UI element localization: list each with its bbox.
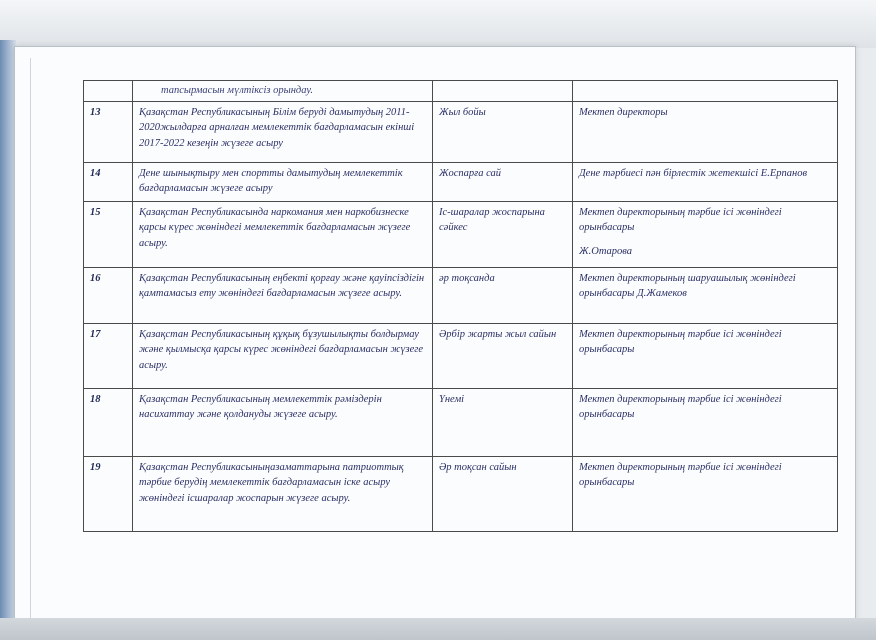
- responsible-cell: [573, 81, 838, 102]
- time-cell: Іс-шаралар жоспарына сәйкес: [433, 202, 573, 268]
- task-cell: тапсырмасын мүлтіксіз орындау.: [133, 81, 433, 102]
- time-cell: Әр тоқсан сайын: [433, 457, 573, 532]
- row-number: 14: [84, 163, 133, 202]
- time-cell: Жоспарға сай: [433, 163, 573, 202]
- row-number: 13: [84, 102, 133, 163]
- row-number: 16: [84, 268, 133, 324]
- row-number: 15: [84, 202, 133, 268]
- responsible-position: Мектеп директорының тәрбие ісі жөніндегі орынбасары: [579, 207, 782, 234]
- table-row: [84, 389, 838, 457]
- row-number: 17: [84, 324, 133, 389]
- table-row: [84, 163, 838, 202]
- time-cell: [433, 81, 573, 102]
- row-number: [84, 81, 133, 102]
- plan-table: [83, 80, 838, 532]
- scan-background-bottom: [0, 618, 876, 640]
- time-cell: Әрбір жарты жыл сайын: [433, 324, 573, 389]
- row-number: 19: [84, 457, 133, 532]
- time-cell: әр тоқсанда: [433, 268, 573, 324]
- scan-background-top: [0, 0, 876, 48]
- responsible-cell: Мектеп директорының тәрбие ісі жөніндегі орынбасары: [573, 457, 838, 532]
- responsible-cell: [573, 202, 838, 268]
- table-row: [84, 202, 838, 268]
- table-row: [84, 81, 838, 102]
- table-row: [84, 457, 838, 532]
- task-cell: Қазақстан Республикасында наркомания мен наркобизнеске қарсы күрес жөніндегі мемлекеттік бағдарламасын жүзеге асыру.: [133, 202, 433, 268]
- task-cell: Қазақстан Республикасының Білім беруді дамытудың 2011-2020жылдарға арналған мемлекеттік бағдарламасын екінші 2017-2022 кезеңін жүзеге асыру: [133, 102, 433, 163]
- task-cell: Қазақстан Республикасының мемлекеттік рәміздерін насихаттау және қолдануды жүзеге асыру.: [133, 389, 433, 457]
- responsible-cell: Мектеп директорының тәрбие ісі жөніндегі орынбасары: [573, 324, 838, 389]
- responsible-cell: Мектеп директорының шаруашылық жөніндегі орынбасары Д.Жамеков: [573, 268, 838, 324]
- responsible-cell: Мектеп директоры: [573, 102, 838, 163]
- responsible-cell: Мектеп директорының тәрбие ісі жөніндегі орынбасары: [573, 389, 838, 457]
- table-row: [84, 324, 838, 389]
- task-cell: Қазақстан Республикасының құқық бұзушылықты болдырмау және қылмысқа қарсы күрес жөніндегі бағдарламасын жүзеге асыру.: [133, 324, 433, 389]
- responsible-cell: Дене тәрбиесі пән бірлестік жетекшісі Е.Ерпанов: [573, 163, 838, 202]
- responsible-name: Ж.Отарова: [579, 245, 633, 257]
- time-cell: Үнемі: [433, 389, 573, 457]
- table-row: [84, 102, 838, 163]
- row-number: 18: [84, 389, 133, 457]
- task-cell: Қазақстан Республикасының еңбекті қорғау және қауіпсіздігін қамтамасыз ету жөніндегі бағдарламасын жүзеге асыру.: [133, 268, 433, 324]
- time-cell: Жыл бойы: [433, 102, 573, 163]
- task-cell: Дене шынықтыру мен спортты дамытудың мемлекеттік бағдарламасын жүзеге асыру: [133, 163, 433, 202]
- table-row: [84, 268, 838, 324]
- task-cell: Қазақстан Республикасыныңазаматтарына патриоттық тәрбие берудің мемлекеттік бағдарламасын іске асыру жөніндегі ісшаралар жоспарын жүзеге асыру.: [133, 457, 433, 532]
